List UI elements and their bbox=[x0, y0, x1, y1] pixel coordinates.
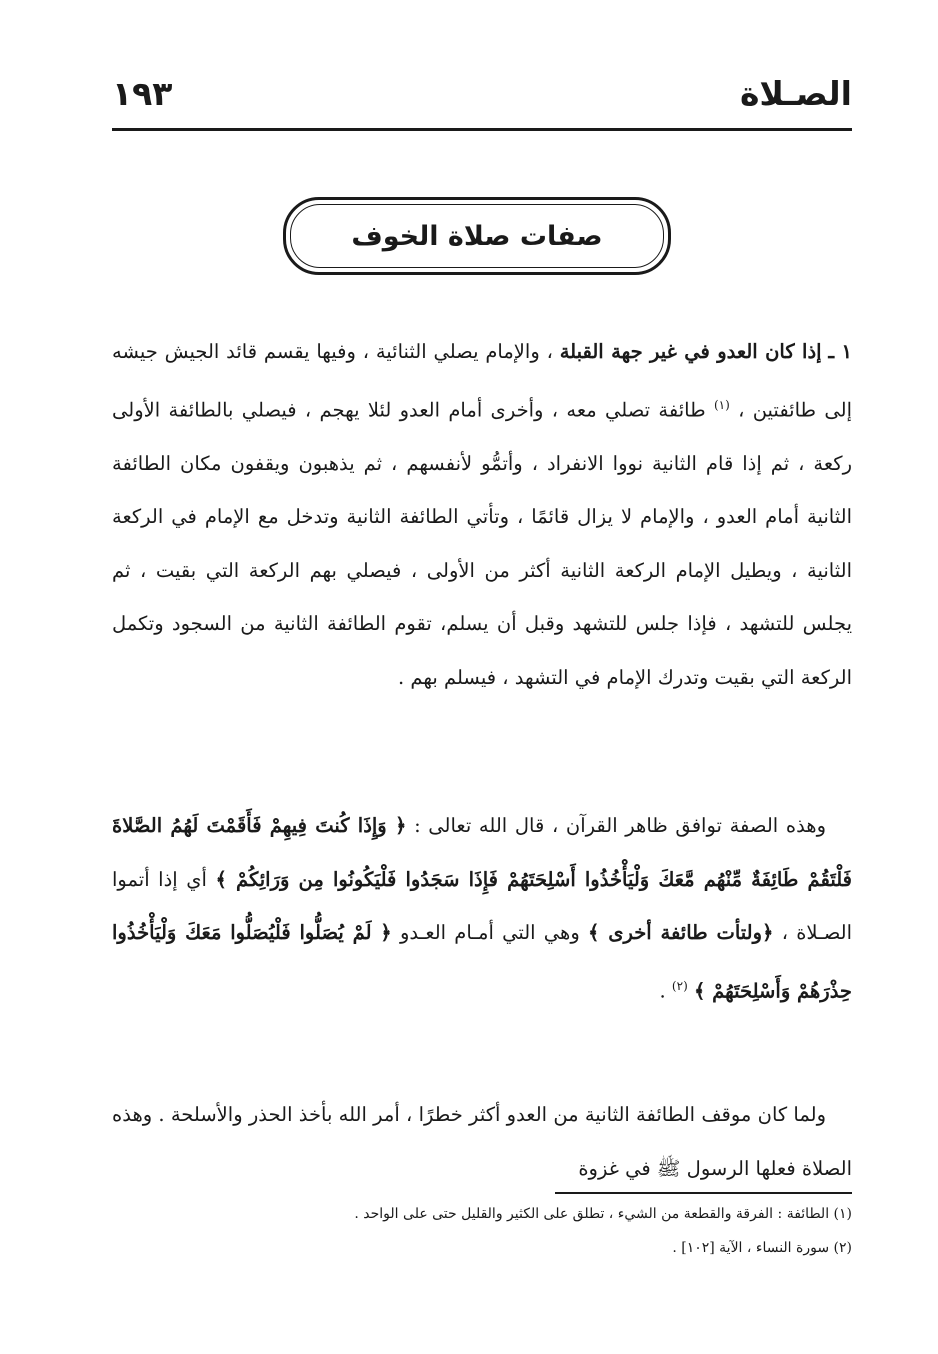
paragraph-end: . bbox=[659, 979, 666, 1003]
paragraph-text: وهذه الصفة توافق ظاهر القرآن ، قال الله تعالى : bbox=[414, 814, 826, 837]
paragraph-text: أي إذا أتموا الصـلاة ، bbox=[112, 867, 853, 945]
footnote-1: (١) الطائفة : الفرقة والقطعة من الشيء ، تطلق على الكثير والقليل حتى على الواحد . bbox=[354, 1206, 852, 1222]
running-title: الصـلاة bbox=[739, 74, 852, 113]
paragraph-text: وهي التي أمـام العـدو bbox=[399, 921, 580, 945]
item-number: ١ ـ bbox=[828, 340, 853, 363]
bold-lead: إذا كان العدو في غير جهة القبلة bbox=[559, 340, 822, 363]
paragraph-1 bbox=[112, 325, 852, 705]
paragraph-3 bbox=[112, 1088, 852, 1195]
page-header bbox=[112, 74, 852, 126]
quran-verse: ﴿ لَمْ يُصَلُّوا فَلْيُصَلُّوا مَعَكَ وَلْيَأْخُذُوا حِذْرَهُمْ وَأَسْلِحَتَهُمْ ﴾ bbox=[112, 921, 852, 1003]
footnote-2: (٢) سورة النساء ، الآية [١٠٢] . bbox=[672, 1240, 852, 1256]
footnote-rule bbox=[555, 1192, 852, 1194]
footnote-ref-1: (١) bbox=[713, 397, 730, 412]
paragraph-text: ، والإمام يصلي الثنائية ، وفيها يقسم قائد الجيش جيشه إلى طائفتين ، bbox=[112, 340, 853, 422]
paragraph-text: طائفة تصلي معه ، وأخرى أمام العدو لئلا يهجم ، فيصلي بالطائفة الأولى ركعة ، ثم إذا قام الثانية نووا الانفراد ، وأتمُّو لأنفسهم ، ثم يذهبون ويقفون مكان الطائفة الثانية أمام العدو ، والإمام لا يزال قائمًا ، وتأتي الطائفة الثانية وتدخل مع الإمام في الركعة الثانية ، ويطيل الإمام الركعة الثانية أكثر من الأولى ، فيصلي بهم الركعة التي بقيت ، ثم يجلس للتشهد ، فإذا جلس للتشهد وقبل أن يسلم، تقوم الطائفة الثانية من السجود وتكمل الركعة التي بقيت وتدرك الإمام في التشهد ، فيسلم بهم . bbox=[112, 398, 852, 690]
quran-verse: ﴿ وَإِذَا كُنتَ فِيهِمْ فَأَقَمْتَ لَهُمُ الصَّلاةَ فَلْتَقُمْ طَائِفَةٌ مِّنْهُم مَّعَكَ وَلْيَأْخُذُوا أَسْلِحَتَهُمْ فَإِذَا سَجَدُوا فَلْيَكُونُوا مِن وَرَائِكُمْ ﴾ bbox=[112, 814, 852, 891]
paragraph-text: ولما كان موقف الطائفة الثانية من العدو أكثر خطرًا ، أمر الله بأخذ الحذر والأسلحة . وهذه الصلاة فعلها الرسول ﷺ في غزوة bbox=[112, 1103, 852, 1180]
quran-verse: ﴿ولتأت طائفة أخرى ﴾ bbox=[587, 921, 774, 945]
paragraph-2 bbox=[112, 799, 852, 1018]
footnote-ref-2: (٢) bbox=[671, 978, 688, 993]
section-title-frame bbox=[283, 197, 671, 275]
section-title: صفات صلاة الخوف bbox=[351, 220, 603, 252]
page-number: ١٩٣ bbox=[112, 74, 173, 113]
header-rule bbox=[112, 128, 852, 131]
